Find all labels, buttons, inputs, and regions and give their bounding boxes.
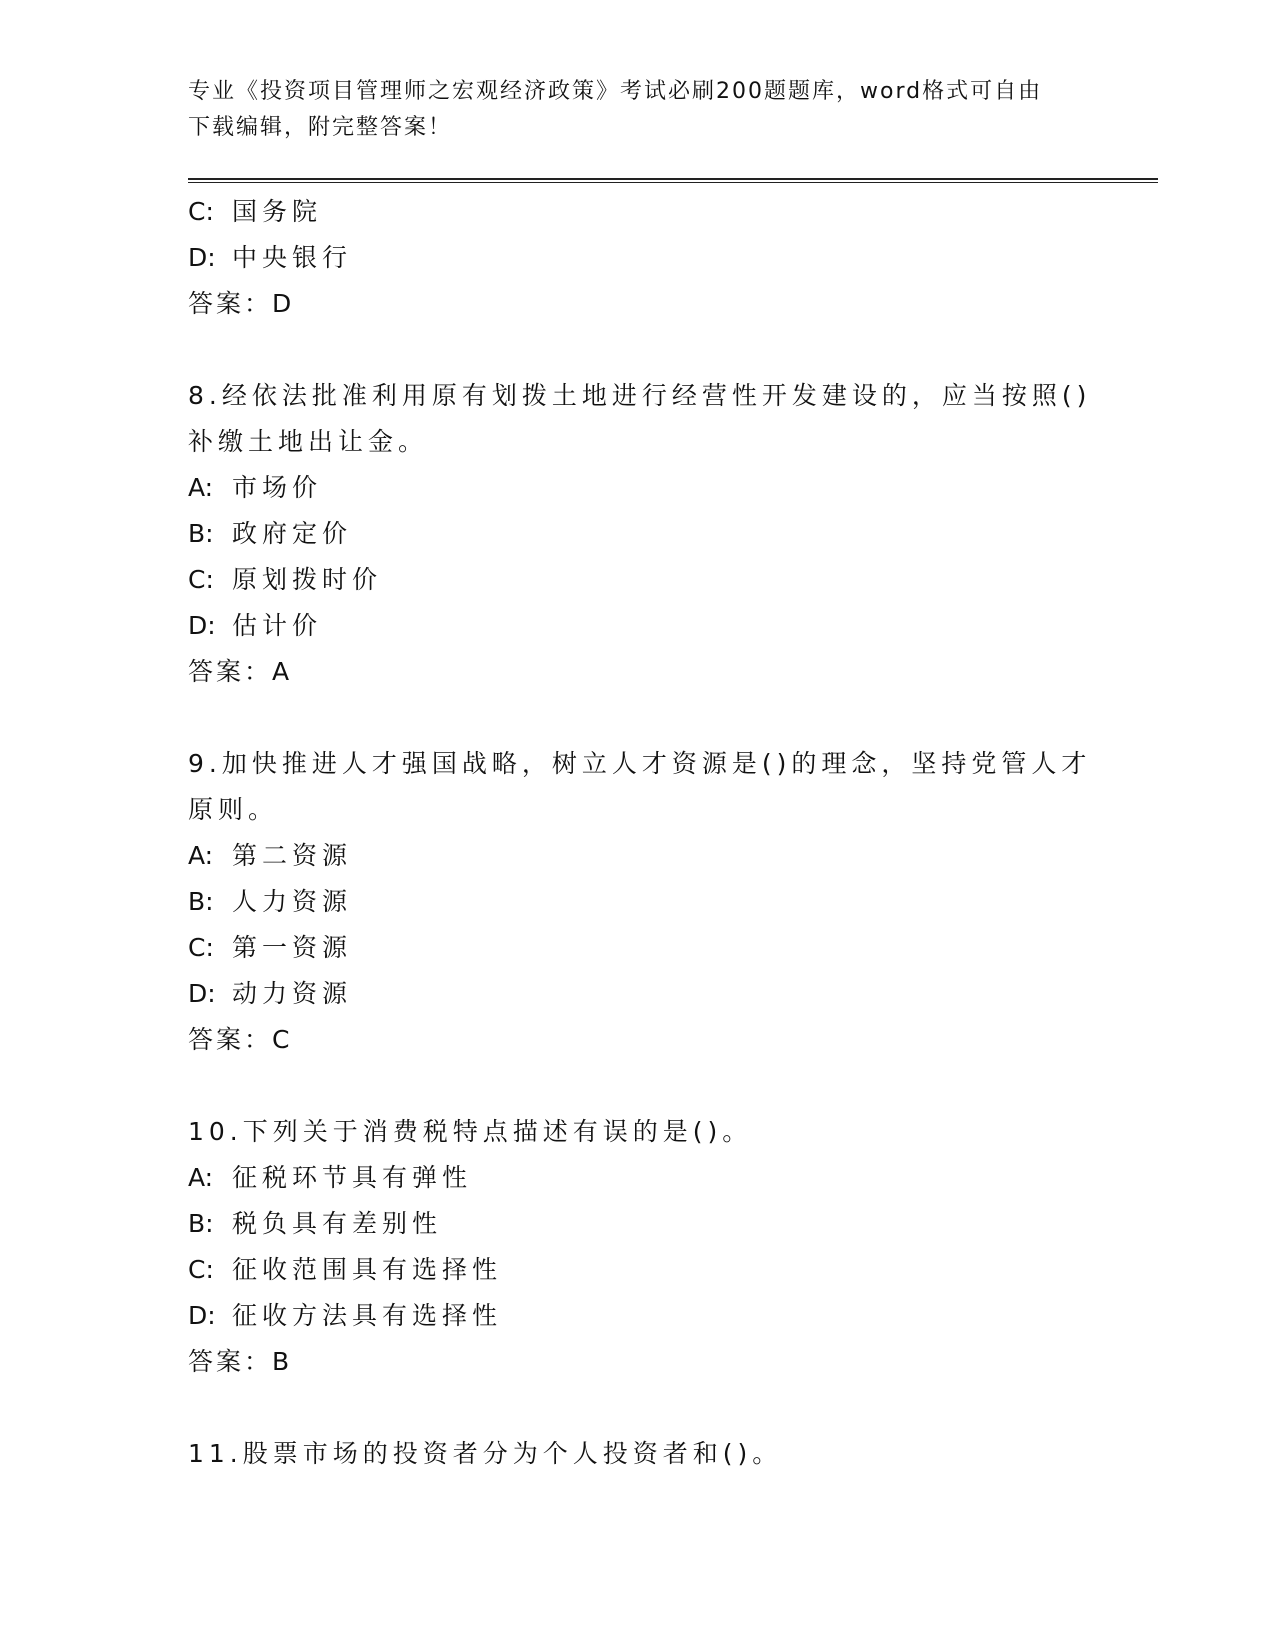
option-d: D: 动力资源 <box>188 979 353 1008</box>
answer-label: 答案：D <box>188 289 295 318</box>
question-text-line: 9.加快推进人才强国战略，树立人才资源是()的理念，坚持党管人才 <box>188 749 1092 778</box>
answer-label: 答案：B <box>188 1347 293 1376</box>
question-text-line: 11.股票市场的投资者分为个人投资者和()。 <box>188 1439 783 1468</box>
option-c: C: 原划拨时价 <box>188 565 383 594</box>
option-a: A: 第二资源 <box>188 841 353 870</box>
question-text-line: 10.下列关于消费税特点描述有误的是()。 <box>188 1117 753 1146</box>
question-list <box>188 189 1092 1477</box>
option-d: D: 征收方法具有选择性 <box>188 1301 503 1330</box>
option-b: B: 税负具有差别性 <box>188 1209 443 1238</box>
question-text-line: 8.经依法批准利用原有划拨土地进行经营性开发建设的，应当按照() <box>188 381 1092 410</box>
question-text-line: 补缴土地出让金。 <box>188 427 429 456</box>
option-d: D: 估计价 <box>188 611 323 640</box>
question-fragment <box>188 189 1088 327</box>
header-line-1: 专业《投资项目管理师之宏观经济政策》考试必刷200题题库，word格式可自由 <box>188 79 1043 104</box>
option-a: A: 征税环节具有弹性 <box>188 1163 473 1192</box>
option-d: D: 中央银行 <box>188 243 353 272</box>
answer-label: 答案：C <box>188 1025 293 1054</box>
answer-label: 答案：A <box>188 657 293 686</box>
option-b: B: 人力资源 <box>188 887 353 916</box>
option-b: B: 政府定价 <box>188 519 353 548</box>
header-divider <box>188 178 1158 183</box>
question-text-line: 原则。 <box>188 795 279 824</box>
question-item <box>188 1431 1088 1477</box>
header-line-2: 下载编辑，附完整答案！ <box>188 115 453 140</box>
option-c: C: 第一资源 <box>188 933 353 962</box>
document-header <box>188 74 1088 146</box>
option-c: C: 征收范围具有选择性 <box>188 1255 503 1284</box>
question-item <box>188 741 1092 1063</box>
question-item <box>188 1109 1088 1385</box>
option-a: A: 市场价 <box>188 473 323 502</box>
option-c: C: 国务院 <box>188 197 323 226</box>
question-item <box>188 373 1092 695</box>
